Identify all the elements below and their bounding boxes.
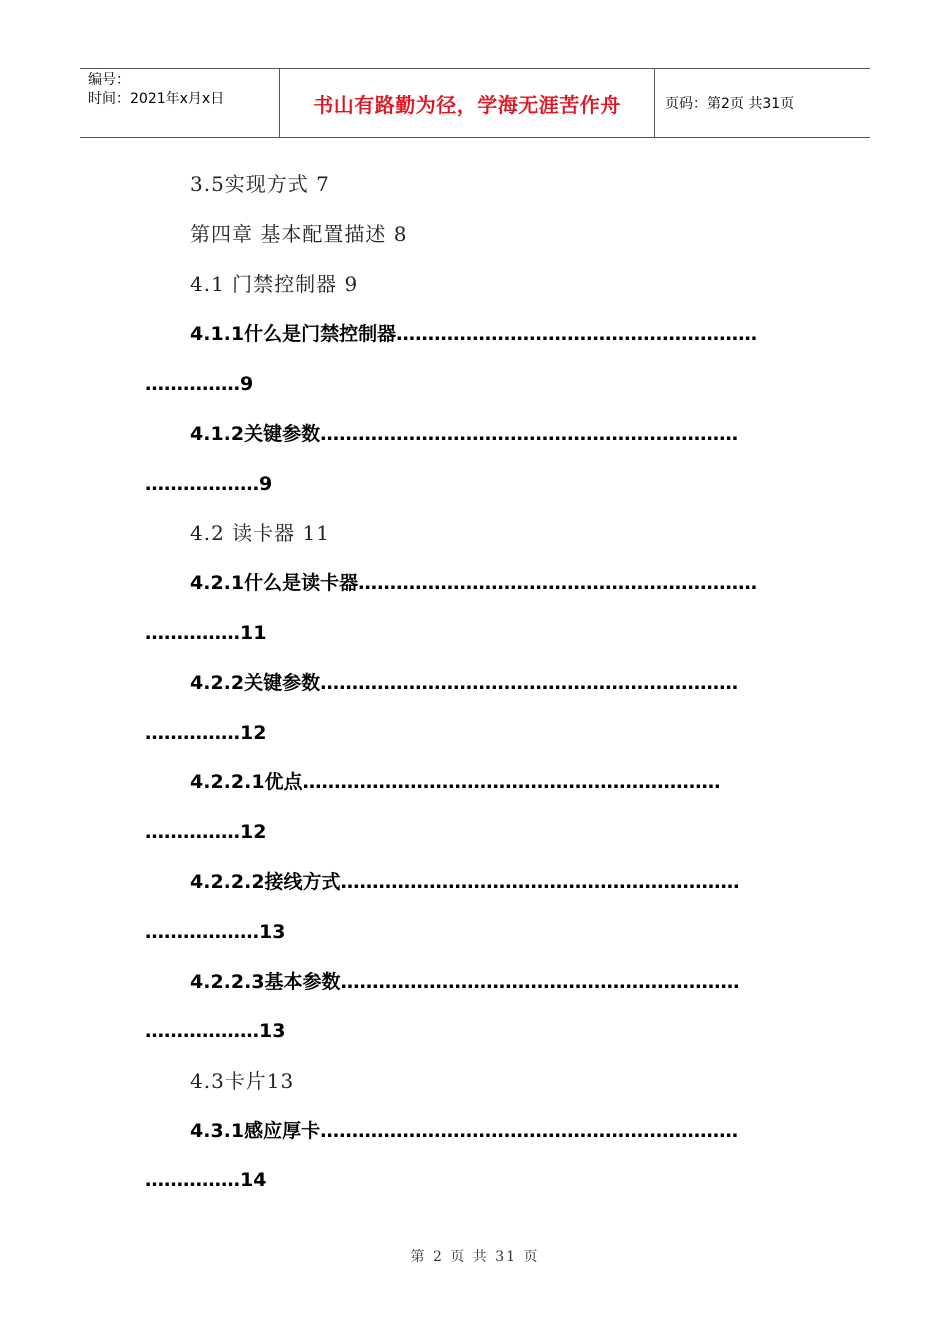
header-meta [80,69,280,137]
toc-entry-4-2[interactable]: 4.2 读卡器 11 [190,521,330,545]
page-header [80,68,870,138]
toc-entry-4-1[interactable]: 4.1 门禁控制器 9 [190,272,359,296]
toc-entry-4-2-2-page: ……………12 [145,722,267,744]
toc-entry-4-2-2-2[interactable] [190,870,740,894]
header-motto [280,69,655,137]
toc-entry-4-1-2-page: ………………9 [145,473,273,495]
toc-entry-4-3-1-page: ……………14 [145,1169,267,1191]
toc-entry-title: 4.2.2.2接线方式 [190,871,341,893]
toc-entry-4-1-2[interactable] [190,422,738,446]
toc-entry-4-2-2-3-page: ………………13 [145,1020,286,1042]
toc-entry-4-2-1-page: ……………11 [145,622,267,644]
toc-entry-4-2-2-3[interactable] [190,970,740,994]
toc-entry-4-1-1[interactable] [190,322,757,346]
toc-leader-dots: ………………………………………………………… [302,771,721,793]
toc-entry-4-2-2-1-page: ……………12 [145,821,267,843]
toc-entry-chapter-4[interactable]: 第四章 基本配置描述 8 [190,222,408,246]
toc-entry-3-5[interactable]: 3.5实现方式 7 [190,172,330,196]
motto-text: 书山有路勤为径，学海无涯苦作舟 [313,92,621,117]
toc-entry-title: 4.2.2关键参数 [190,672,321,694]
toc-leader-dots: ………………………………………………………… [320,423,739,445]
toc-entry-title: 4.1.2关键参数 [190,423,321,445]
time-label: 时间：2021年x月x日 [88,91,225,107]
toc-entry-4-2-2-1[interactable] [190,770,721,794]
toc-entry-title: 4.2.2.3基本参数 [190,971,341,993]
toc-entry-4-2-2[interactable] [190,671,738,695]
toc-entry-4-3-1[interactable] [190,1119,738,1143]
toc-entry-4-2-2-2-page: ………………13 [145,921,286,943]
toc-leader-dots: ………………………………………………………… [320,672,739,694]
toc-entry-title: 4.2.1什么是读卡器 [190,572,359,594]
toc-leader-dots: ………………………………………………………… [320,1120,739,1142]
page-footer: 第 2 页 共 31 页 [410,1249,540,1265]
toc-entry-4-2-1[interactable] [190,571,757,595]
toc-leader-dots: ………………………………………………… [396,323,758,345]
toc-entry-title: 4.3.1感应厚卡 [190,1120,321,1142]
toc-entry-4-3[interactable]: 4.3卡片13 [190,1069,295,1093]
toc-leader-dots: ……………………………………………………… [358,572,758,594]
toc-entry-title: 4.1.1什么是门禁控制器 [190,323,397,345]
number-label: 编号： [88,72,130,88]
toc-entry-4-1-1-page: ……………9 [145,373,254,395]
toc-leader-dots: ……………………………………………………… [340,971,740,993]
toc-entry-title: 4.2.2.1优点 [190,771,303,793]
toc-leader-dots: ……………………………………………………… [340,871,740,893]
header-page-info: 页码：第2页 共31页 [665,96,795,112]
